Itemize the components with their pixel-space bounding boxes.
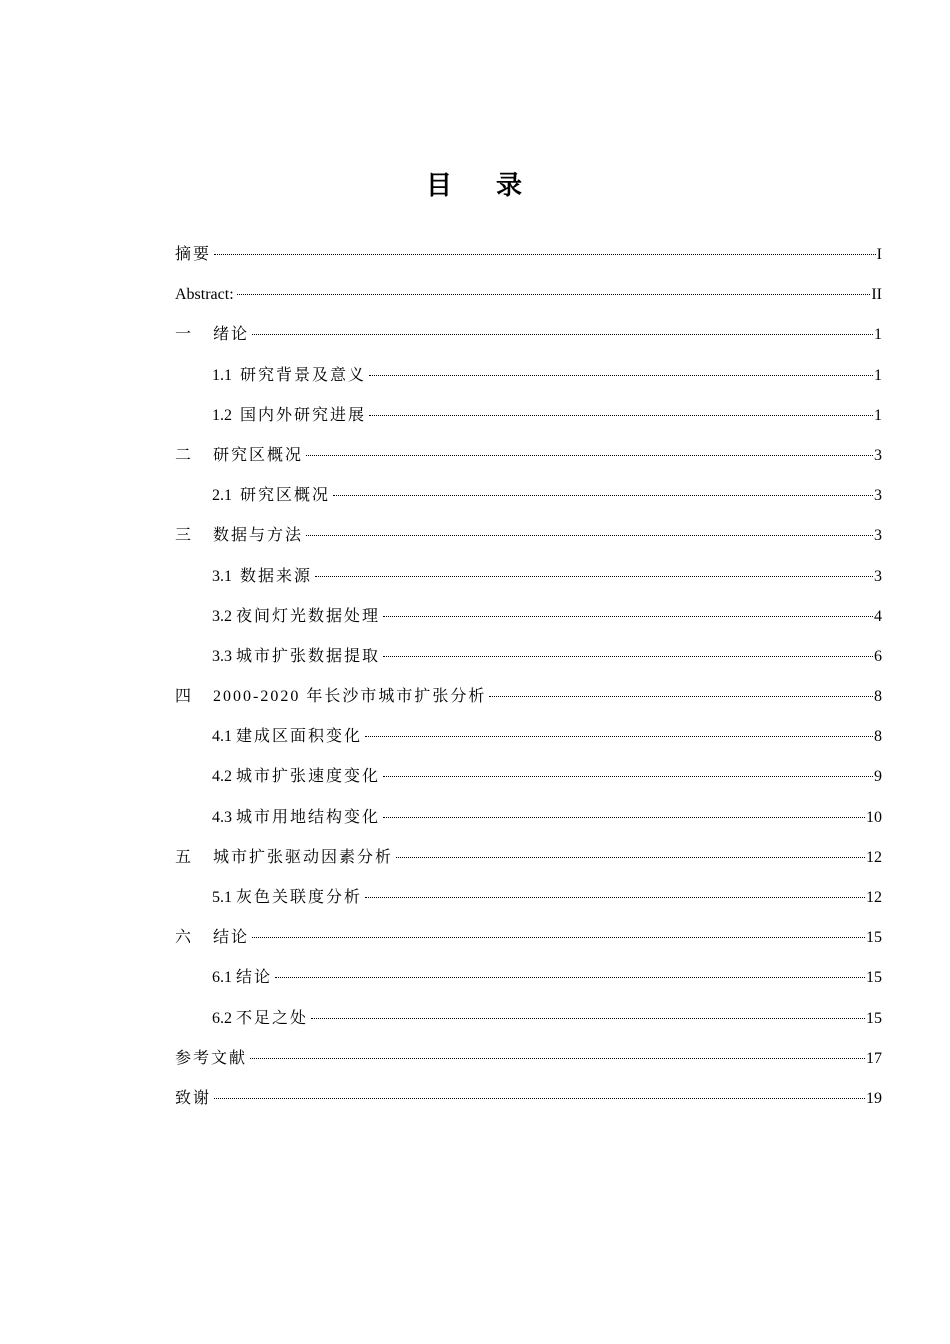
toc-entry-number: 四 bbox=[175, 688, 192, 706]
toc-entry-number: 1.2 bbox=[212, 406, 232, 424]
toc-entry-page: 3 bbox=[874, 567, 882, 585]
dot-leader bbox=[365, 896, 865, 898]
dot-leader bbox=[214, 253, 876, 255]
toc-entry-text: 数据来源 bbox=[240, 567, 313, 585]
toc-entry-chapter-5[interactable] bbox=[175, 842, 882, 882]
toc-entry-page: 15 bbox=[866, 969, 882, 987]
toc-entry-number: 4.1 bbox=[212, 728, 232, 746]
toc-entry-text: 研究区概况 bbox=[213, 446, 304, 464]
toc-entry-chapter-1[interactable] bbox=[175, 319, 882, 359]
toc-entry-section-4-3[interactable] bbox=[175, 802, 882, 842]
toc-entry-page: 3 bbox=[874, 527, 882, 545]
toc-entry-page: 4 bbox=[874, 607, 882, 625]
toc-entry-section-6-2[interactable] bbox=[175, 1003, 882, 1043]
toc-entry-section-3-1[interactable] bbox=[175, 561, 882, 601]
toc-entry-number: 1.1 bbox=[212, 366, 232, 384]
toc-entry-number: 3.1 bbox=[212, 567, 232, 585]
title-char-2: 录 bbox=[496, 171, 525, 201]
toc-entry-number: 二 bbox=[175, 446, 192, 464]
toc-entry-text: 结论 bbox=[236, 969, 273, 987]
toc-entry-section-1-1[interactable] bbox=[175, 360, 882, 400]
toc-entry-page: 8 bbox=[874, 728, 882, 746]
toc-entry-number: 2.1 bbox=[212, 487, 232, 505]
dot-leader bbox=[311, 1017, 865, 1019]
toc-entry-section-4-1[interactable] bbox=[175, 721, 882, 761]
dot-leader bbox=[365, 735, 873, 737]
toc-entry-text: 研究区概况 bbox=[240, 487, 331, 505]
dot-leader bbox=[237, 293, 871, 295]
toc-entry-chapter-6[interactable] bbox=[175, 922, 882, 962]
dot-leader bbox=[383, 615, 873, 617]
title-char-1: 目 bbox=[425, 171, 454, 201]
dot-leader bbox=[306, 454, 873, 456]
dot-leader bbox=[333, 494, 873, 496]
dot-leader bbox=[214, 1097, 865, 1099]
toc-entry-page: 3 bbox=[874, 446, 882, 464]
toc-entry-page: 1 bbox=[874, 406, 882, 424]
toc-entry-text: 建成区面积变化 bbox=[236, 728, 363, 746]
toc-entry-number: 3.3 bbox=[212, 647, 232, 665]
toc-entry-chapter-4[interactable] bbox=[175, 681, 882, 721]
toc-entry-page: 3 bbox=[874, 487, 882, 505]
toc-entry-text: 致谢 bbox=[175, 1089, 212, 1107]
dot-leader bbox=[315, 575, 873, 577]
toc-entry-text: 国内外研究进展 bbox=[240, 406, 367, 424]
dot-leader bbox=[369, 374, 873, 376]
toc-entry-number: 3.2 bbox=[212, 607, 232, 625]
toc-entry-text: 2000-2020 年长沙市城市扩张分析 bbox=[213, 688, 487, 706]
toc-entry-page: 15 bbox=[866, 1009, 882, 1027]
toc-entry-number: 6.1 bbox=[212, 969, 232, 987]
toc-entry-page: 19 bbox=[866, 1089, 882, 1107]
dot-leader bbox=[383, 655, 873, 657]
toc-entry-chapter-2[interactable] bbox=[175, 440, 882, 480]
toc-entry-section-6-1[interactable] bbox=[175, 962, 882, 1002]
toc-entry-number: 4.2 bbox=[212, 768, 232, 786]
toc-entry-page: 15 bbox=[866, 929, 882, 947]
dot-leader bbox=[252, 333, 873, 335]
toc-entry-text: 研究背景及意义 bbox=[240, 366, 367, 384]
toc-entry-section-2-1[interactable] bbox=[175, 480, 882, 520]
toc-entry-text: 灰色关联度分析 bbox=[236, 889, 363, 906]
toc-entry-number: 六 bbox=[175, 929, 192, 947]
table-of-contents bbox=[175, 239, 882, 1123]
dot-leader bbox=[396, 856, 865, 858]
toc-entry-text: 摘要 bbox=[175, 246, 212, 263]
toc-entry-number: 5.1 bbox=[212, 889, 232, 906]
toc-entry-references[interactable] bbox=[175, 1043, 882, 1083]
toc-entry-text: 不足之处 bbox=[236, 1009, 309, 1027]
toc-entry-page: 9 bbox=[874, 768, 882, 786]
dot-leader bbox=[383, 816, 865, 818]
dot-leader bbox=[275, 976, 865, 978]
toc-entry-page: 1 bbox=[874, 366, 882, 384]
toc-entry-section-1-2[interactable] bbox=[175, 400, 882, 440]
toc-entry-page: 10 bbox=[866, 808, 882, 826]
toc-entry-abstract-en[interactable] bbox=[175, 279, 882, 319]
page-title bbox=[0, 166, 950, 206]
toc-entry-page: 8 bbox=[874, 688, 882, 706]
toc-entry-text: 数据与方法 bbox=[213, 527, 304, 545]
dot-leader bbox=[306, 534, 873, 536]
toc-entry-section-4-2[interactable] bbox=[175, 761, 882, 801]
toc-entry-page: 12 bbox=[866, 848, 882, 866]
toc-entry-chapter-3[interactable] bbox=[175, 520, 882, 560]
toc-entry-text: 城市用地结构变化 bbox=[236, 808, 381, 826]
toc-entry-page: 12 bbox=[866, 889, 882, 906]
dot-leader bbox=[369, 414, 873, 416]
dot-leader bbox=[383, 775, 873, 777]
toc-entry-text: 结论 bbox=[213, 929, 250, 947]
dot-leader bbox=[489, 695, 873, 697]
toc-entry-section-5-1[interactable] bbox=[175, 882, 882, 922]
toc-entry-acknowledgements[interactable] bbox=[175, 1083, 882, 1123]
toc-entry-text: Abstract: bbox=[175, 286, 234, 304]
toc-entry-page: 6 bbox=[874, 647, 882, 665]
toc-entry-page: I bbox=[876, 246, 882, 263]
toc-entry-page: II bbox=[871, 286, 882, 304]
toc-entry-page: 1 bbox=[874, 326, 882, 344]
toc-entry-number: 4.3 bbox=[212, 808, 232, 826]
toc-entry-text: 城市扩张速度变化 bbox=[236, 768, 381, 786]
toc-entry-page: 17 bbox=[866, 1049, 882, 1067]
toc-entry-number: 三 bbox=[175, 527, 192, 545]
toc-entry-number: 五 bbox=[175, 848, 192, 866]
toc-entry-text: 参考文献 bbox=[175, 1049, 248, 1067]
toc-entry-section-3-2[interactable] bbox=[175, 601, 882, 641]
toc-entry-number: 6.2 bbox=[212, 1009, 232, 1027]
dot-leader bbox=[252, 936, 865, 938]
toc-entry-section-3-3[interactable] bbox=[175, 641, 882, 681]
toc-entry-text: 绪论 bbox=[213, 326, 250, 344]
toc-entry-text: 夜间灯光数据处理 bbox=[236, 607, 381, 625]
toc-entry-number: 一 bbox=[175, 326, 192, 344]
toc-entry-abstract-cn[interactable] bbox=[175, 239, 882, 279]
toc-entry-text: 城市扩张数据提取 bbox=[236, 647, 381, 665]
dot-leader bbox=[250, 1057, 865, 1059]
toc-entry-text: 城市扩张驱动因素分析 bbox=[213, 848, 394, 866]
